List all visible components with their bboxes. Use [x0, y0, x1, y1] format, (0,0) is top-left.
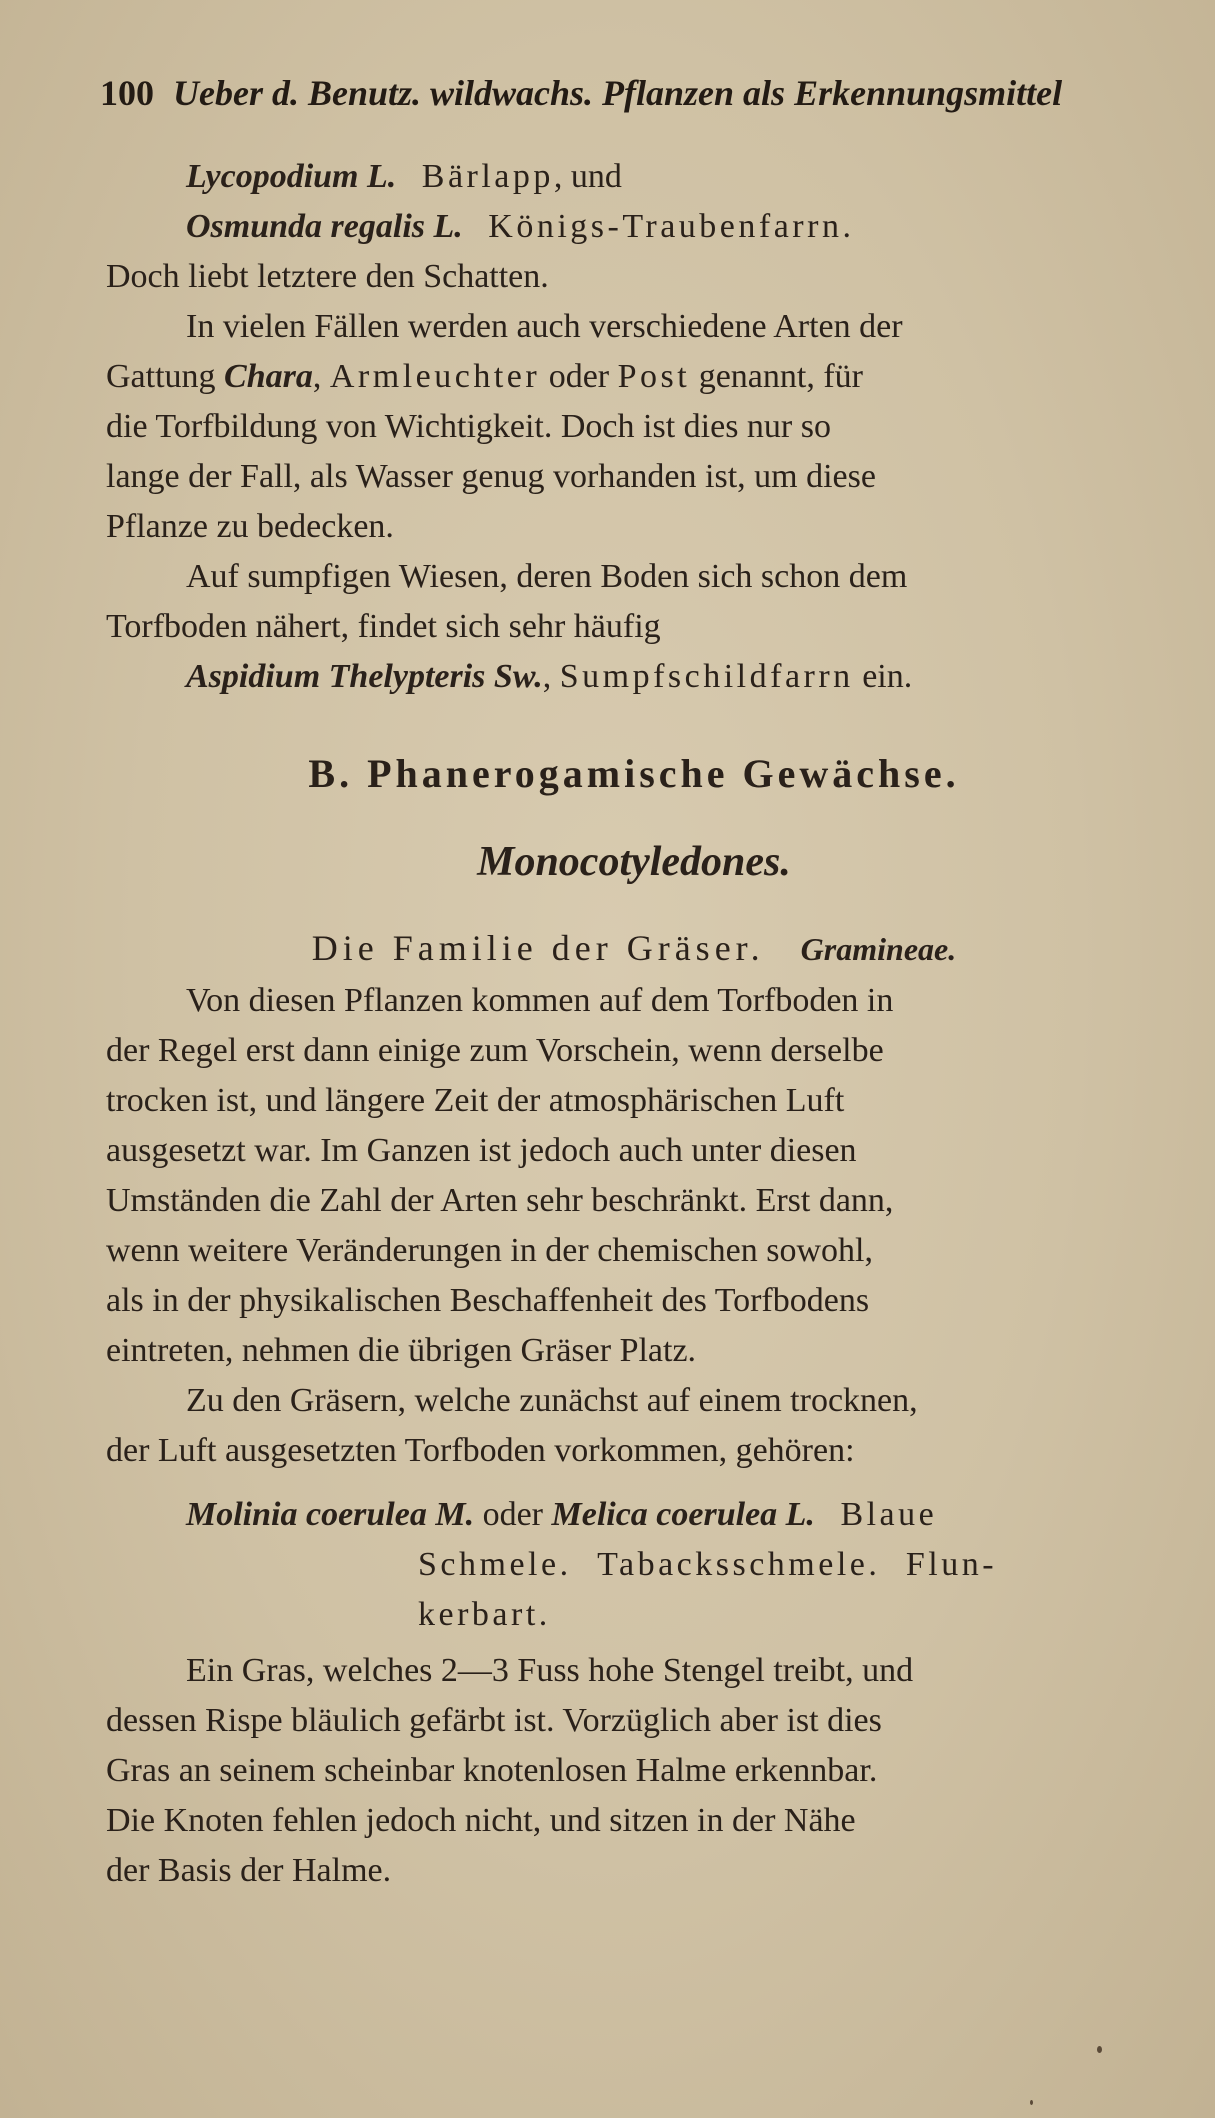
scientific-name: Aspidium Thelypteris Sw.	[186, 658, 543, 695]
text-line: dessen Rispe bläulich gefärbt ist. Vorzüglich aber ist dies	[106, 1702, 882, 1739]
text-line: Von diesen Pflanzen kommen auf dem Torfboden in	[186, 982, 894, 1019]
species-entry-osmunda	[106, 202, 1162, 252]
text-line: Die Knoten fehlen jedoch nicht, und sitzen in der Nähe	[106, 1802, 856, 1839]
scientific-name: Osmunda regalis L.	[186, 208, 463, 245]
text-line: der Basis der Halme.	[106, 1852, 392, 1889]
common-name: Sumpfschildfarrn	[559, 658, 854, 695]
species-entry-molinia	[106, 1490, 1162, 1540]
species-common-names	[106, 1590, 1162, 1640]
text-fragment: ,	[312, 358, 330, 395]
species-entry-aspidium	[106, 652, 1162, 702]
text-line: Zu den Gräsern, welche zunächst auf einem trocknen,	[186, 1382, 918, 1419]
species-entry-lycopodium	[106, 152, 1162, 202]
common-name: Blaue	[840, 1496, 938, 1533]
text-line: die Torfbildung von Wichtigkeit. Doch ist dies nur so	[106, 408, 831, 445]
text-fragment: ein.	[853, 658, 913, 695]
section-heading: B. Phanerogamische Gewächse.	[308, 751, 960, 796]
common-name: Tabacksschmele.	[597, 1546, 881, 1583]
text-line: eintreten, nehmen die übrigen Gräser Platz.	[106, 1332, 697, 1369]
species-common-names	[106, 1540, 1162, 1590]
text-fragment: Gattung	[106, 358, 225, 395]
common-name: Flun-	[905, 1546, 998, 1583]
text-fragment: , und	[553, 158, 622, 195]
common-name: Armleuchter	[329, 358, 541, 395]
scientific-name: Chara	[224, 358, 313, 395]
text-line: Ein Gras, welches 2—3 Fuss hohe Stengel treibt, und	[186, 1652, 914, 1689]
text-line: trocken ist, und längere Zeit der atmosphärischen Luft	[106, 1082, 845, 1119]
text-line: wenn weitere Veränderungen in der chemischen sowohl,	[106, 1232, 873, 1269]
text-fragment: genannt, für	[690, 358, 863, 395]
text-line	[106, 352, 1162, 402]
common-name: Bärlapp	[421, 158, 554, 195]
text-line: Auf sumpfigen Wiesen, deren Boden sich schon dem	[186, 558, 908, 595]
text-fragment: oder	[474, 1496, 552, 1533]
text-fragment: oder	[540, 358, 618, 395]
ink-speck	[1030, 2100, 1033, 2105]
text-line: der Regel erst dann einige zum Vorschein, wenn derselbe	[106, 1032, 884, 1069]
scientific-name: Melica coerulea L.	[551, 1496, 815, 1533]
family-heading	[106, 920, 1162, 976]
family-label: Die Familie der Gräser.	[311, 928, 765, 968]
common-name: kerbart.	[418, 1596, 551, 1633]
running-title: Ueber d. Benutz. wildwachs. Pflanzen als Erkennungsmittel	[173, 73, 1063, 113]
scientific-name: Molinia coerulea M.	[186, 1496, 475, 1533]
text-line: Doch liebt letztere den Schatten.	[106, 258, 549, 295]
running-header	[100, 72, 1062, 114]
text-line: der Luft ausgesetzten Torfboden vorkommen, gehören:	[106, 1432, 855, 1469]
common-name: Königs-Traubenfarrn.	[488, 208, 855, 245]
text-line: Torfboden nähert, findet sich sehr häufig	[106, 608, 661, 645]
text-line: Umständen die Zahl der Arten sehr beschränkt. Erst dann,	[106, 1182, 894, 1219]
page-body	[106, 152, 1162, 1896]
common-name: Schmele.	[418, 1546, 572, 1583]
text-line: als in der physikalischen Beschaffenheit des Torfbodens	[106, 1282, 870, 1319]
page-number: 100	[100, 73, 154, 113]
text-fragment: ,	[542, 658, 560, 695]
text-line	[106, 302, 1162, 352]
common-name: Post	[617, 358, 691, 395]
text-line: Pflanze zu bedecken.	[106, 508, 394, 545]
scientific-name: Lycopodium L.	[186, 158, 397, 195]
family-latin-name: Gramineae.	[800, 931, 957, 967]
ink-speck	[1097, 2046, 1102, 2053]
text-line: Gras an seinem scheinbar knotenlosen Halme erkennbar.	[106, 1752, 878, 1789]
text-line: lange der Fall, als Wasser genug vorhanden ist, um diese	[106, 458, 876, 495]
text-fragment: In vielen Fällen werden auch verschiedene Arten der	[186, 308, 903, 345]
class-heading: Monocotyledones.	[477, 839, 791, 885]
text-line: ausgesetzt war. Im Ganzen ist jedoch auch unter diesen	[106, 1132, 857, 1169]
